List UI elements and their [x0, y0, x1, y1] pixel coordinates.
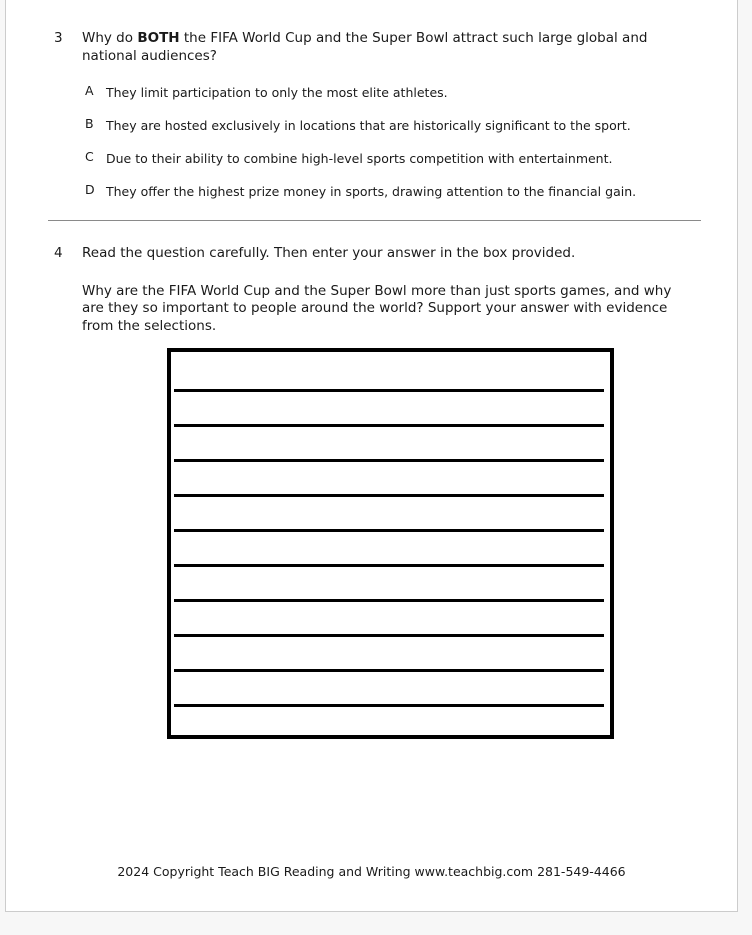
answer-line [174, 529, 604, 532]
question-4-block [6, 245, 737, 335]
copyright-footer: 2024 Copyright Teach BIG Reading and Writing www.teachbig.com 281-549-4466 [117, 864, 626, 879]
answer-line [174, 564, 604, 567]
question-3-block [6, 30, 737, 200]
answer-line [174, 599, 604, 602]
question-3-number: 3 [54, 30, 63, 46]
choice-option-c[interactable] [6, 148, 737, 167]
choice-letter-a: A [85, 83, 94, 98]
answer-ruled-lines [171, 352, 610, 735]
question-3-stem [82, 30, 649, 65]
answer-line [174, 669, 604, 672]
answer-line [174, 634, 604, 637]
question-3-stem-suffix: the FIFA World Cup and the Super Bowl attract such large global and national audiences? [82, 30, 648, 64]
answer-line [174, 704, 604, 707]
section-divider [48, 220, 701, 221]
choice-letter-c: C [85, 149, 94, 164]
answer-line [174, 424, 604, 427]
worksheet-body [6, 0, 737, 911]
question-4-number: 4 [54, 245, 63, 261]
choice-option-b[interactable] [6, 115, 737, 134]
answer-line [174, 389, 604, 392]
question-3-stem-prefix: Why do [82, 30, 138, 46]
choice-option-a[interactable] [6, 82, 737, 101]
choice-text-c: Due to their ability to combine high-level sports competition with entertainment. [106, 151, 613, 166]
choice-option-d[interactable] [6, 181, 737, 200]
question-3-choices [6, 82, 737, 200]
choice-text-b: They are hosted exclusively in locations that are historically significant to the sport. [106, 118, 631, 133]
choice-letter-b: B [85, 116, 94, 131]
answer-line [174, 494, 604, 497]
question-4-instruction: Read the question carefully. Then enter your answer in the box provided. [82, 245, 576, 261]
question-4-prompt: Why are the FIFA World Cup and the Super Bowl more than just sports games, and why are they so important to people around the world? Support your answer with evidence from the selections. [82, 282, 672, 334]
question-3-stem-row [6, 30, 737, 65]
worksheet-page [5, 0, 738, 912]
answer-response-box[interactable] [167, 348, 614, 739]
choice-text-a: They limit participation to only the most elite athletes. [106, 85, 448, 100]
question-3-stem-emphasis: BOTH [137, 30, 180, 46]
question-4-instruction-row [6, 245, 737, 263]
choice-text-d: They offer the highest prize money in sports, drawing attention to the financial gain. [106, 184, 637, 199]
choice-letter-d: D [85, 182, 95, 197]
answer-line [174, 459, 604, 462]
